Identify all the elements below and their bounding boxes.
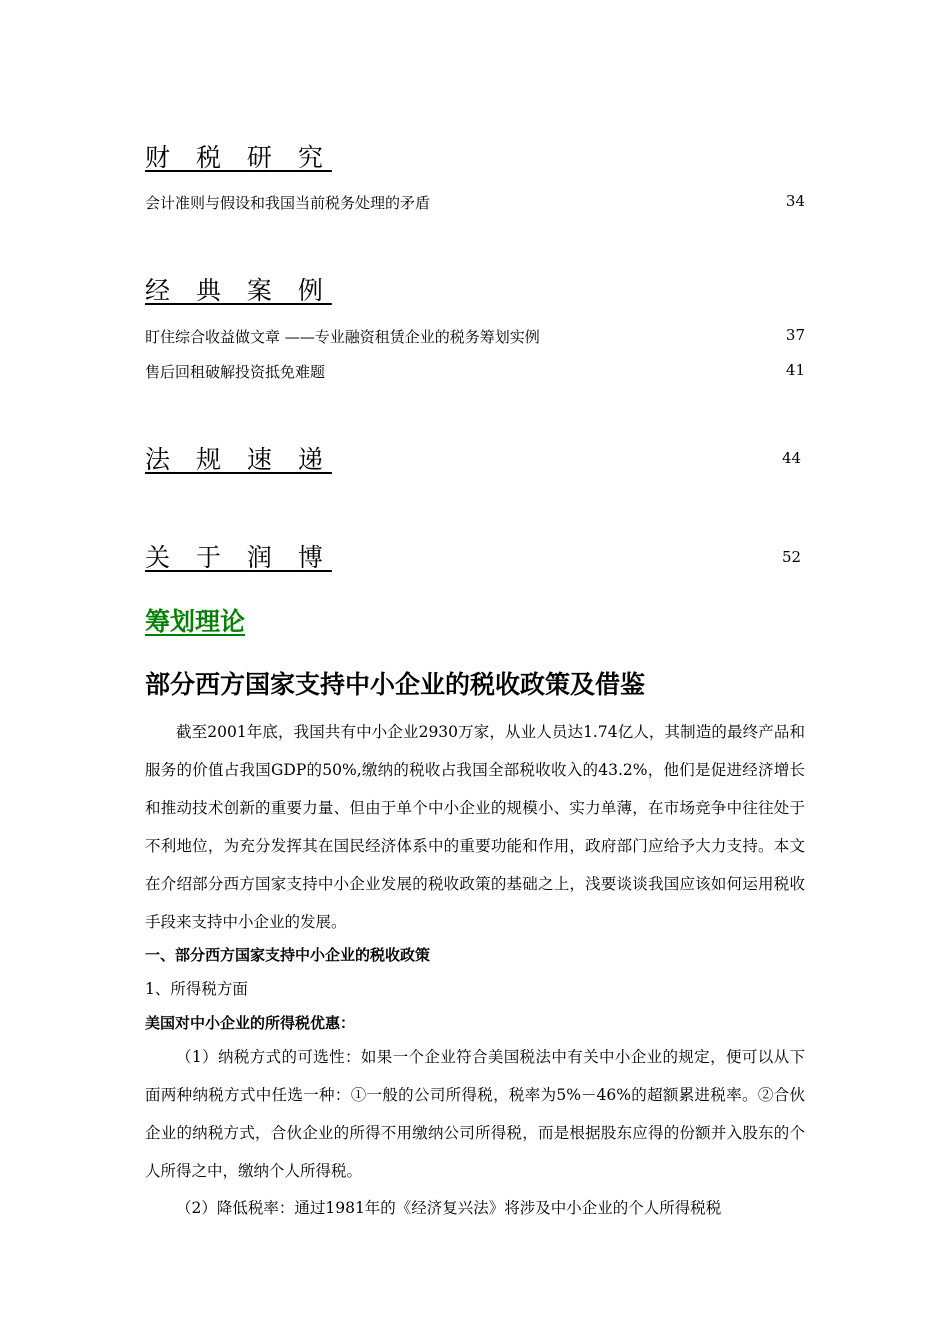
article-paragraph-2: （2）降低税率：通过1981年的《经济复兴法》将涉及中小企业的个人所得税税: [176, 1199, 722, 1217]
toc-item-page: 34: [785, 192, 805, 210]
toc-item-title[interactable]: 售后回租破解投资抵免难题: [145, 363, 326, 381]
toc-section-page: 44: [782, 449, 802, 467]
toc-section-page: 52: [782, 548, 802, 566]
toc-item-page: 37: [785, 326, 805, 344]
toc-section-title-anli: 经 典 案 例: [145, 276, 332, 305]
toc-section-title-caishui: 财 税 研 究: [145, 143, 332, 172]
article-paragraph-intro: 截至2001年底，我国共有中小企业2930万家，从业人员达1.74亿人，其制造的最终产品和服务的价值占我国GDP的50%,缴纳的税收占我国全部税收收入的43.2%，他们是促进经济增长和推动技术创新的重要力量、但由于单个中小企业的规模小、实力单薄，在市场竞争中往往处于不利地位，为充分发挥其在国民经济体系中的重要功能和作用，政府部门应给予大力支持。本文在介绍部分西方国家支持中小企业发展的税收政策的基础之上，浅要谈谈我国应该如何运用税收手段来支持中小企业的发展。: [145, 723, 805, 931]
toc-item-title[interactable]: 会计准则与假设和我国当前税务处理的矛盾: [145, 194, 431, 212]
section-heading: 一、部分西方国家支持中小企业的税收政策: [145, 946, 431, 964]
toc-section-title-fagui[interactable]: 法 规 速 递: [145, 445, 332, 474]
subsection-heading-bold: 美国对中小企业的所得税优惠：: [145, 1014, 356, 1032]
article-paragraph-1: （1）纳税方式的可选性：如果一个企业符合美国税法中有关中小企业的规定，便可以从下面两种纳税方式中任选一种：①一般的公司所得税，税率为5%－46%的超额累进税率。②合伙企业的纳税方式，合伙企业的所得不用缴纳公司所得税，而是根据股东应得的份额并入股东的个人所得之中，缴纳个人所得税。: [145, 1048, 805, 1180]
subsection-heading: 1、所得税方面: [145, 980, 248, 998]
article-title: 部分西方国家支持中小企业的税收政策及借鉴: [145, 670, 646, 699]
toc-item-page: 41: [785, 361, 805, 379]
article-category[interactable]: 筹划理论: [145, 607, 246, 636]
toc-item-title[interactable]: 盯住综合收益做文章 ——专业融资租赁企业的税务筹划实例: [145, 328, 540, 346]
toc-section-title-runbo[interactable]: 关 于 润 博: [145, 543, 332, 572]
